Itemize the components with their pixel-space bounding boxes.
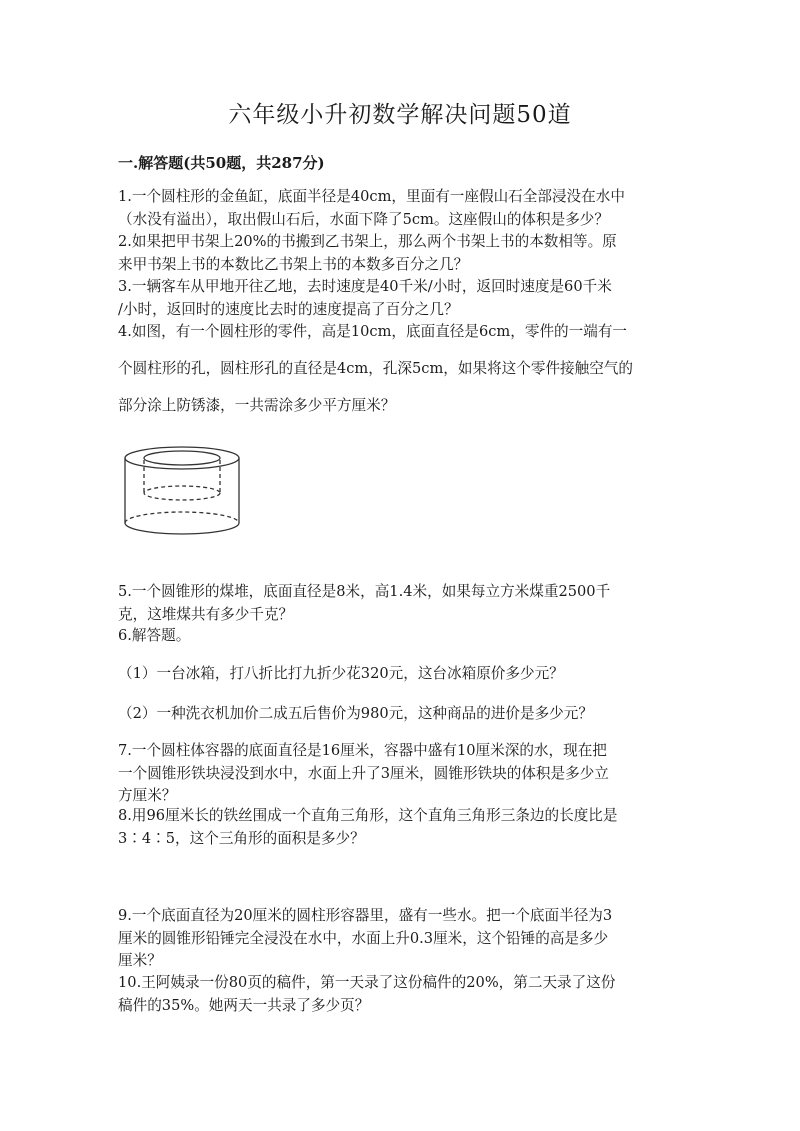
question-8-line-2: 3∶4∶5，这个三角形的面积是多少？ [118,829,365,847]
question-10-line-1: 10.王阿姨录一份80页的稿件，第一天录了这份稿件的20%，第二天录了这份 [118,974,616,991]
question-4-line-1: 4.如图，有一个圆柱形的零件，高是10cm，底面直径是6cm，零件的一端有一 [118,323,628,340]
question-2 [118,231,688,276]
question-9-line-3: 厘米？ [118,952,162,969]
question-4-line-3: 部分涂上防锈漆，一共需涂多少平方厘米？ [118,397,396,414]
question-1-line-1: 1.一个圆柱形的金鱼缸，底面半径是40cm，里面有一座假山石全部浸没在水中 [118,188,625,205]
question-6-part-2-text: （2）一种洗衣机加价二成五后售价为980元，这种商品的进价是多少元？ [118,705,593,722]
question-7-line-2: 一个圆锥形铁块浸没到水中，水面上升了3厘米，圆锥形铁块的体积是多少立 [118,764,609,782]
question-2-line-2: 来甲书架上书的本数比乙书架上书的本数多百分之几？ [118,255,469,273]
question-9-line-1: 9.一个底面直径为20厘米的圆柱形容器里，盛有一些水。把一个底面半径为3 [118,907,613,924]
question-4 [118,313,688,424]
question-5 [118,581,688,626]
question-7-line-1: 7.一个圆柱体容器的底面直径是16厘米，容器中盛有10厘米深的水，现在把 [118,742,607,759]
question-8 [118,805,688,850]
question-8-line-1: 8.用96厘米长的铁丝围成一个直角三角形，这个直角三角形三条边的长度比是 [118,807,618,824]
question-1-line-2: （水没有溢出），取出假山石后，水面下降了5cm。这座假山的体积是多少？ [118,210,609,228]
question-10 [118,972,688,1017]
page-title: 六年级小升初数学解决问题50道 [228,102,572,128]
section-heading: 一.解答题(共50题，共287分) [118,154,325,172]
question-6-text: 6.解答题。 [118,627,191,644]
cylinder-with-hole-figure [120,443,244,539]
question-9 [118,905,688,973]
question-10-line-2: 稿件的35%。她两天一共录了多少页？ [118,996,370,1014]
question-9-line-2: 厘米的圆锥形铅锤完全浸没在水中，水面上升0.3厘米，这个铅锤的高是多少 [118,929,609,947]
question-3-line-1: 3.一辆客车从甲地开往乙地，去时速度是40千米/小时，返回时速度是60千米 [118,278,612,295]
question-7 [118,740,688,808]
question-2-line-1: 2.如果把甲书架上20%的书搬到乙书架上，那么两个书架上书的本数相等。原 [118,233,617,250]
question-4-line-2: 个圆柱形的孔，圆柱形孔的直径是4cm，孔深5cm，如果将这个零件接触空气的 [118,360,634,377]
question-6-part-2 [118,703,688,726]
question-5-line-1: 5.一个圆锥形的煤堆，底面直径是8米，高1.4米，如果每立方米煤重2500千 [118,583,611,600]
question-7-line-3: 方厘米？ [118,787,177,804]
question-5-line-2: 克，这堆煤共有多少千克？ [118,605,294,623]
question-6-part-1-text: （1）一台冰箱，打八折比打九折少花320元，这台冰箱原价多少元？ [118,665,564,682]
question-6 [118,625,688,648]
question-1 [118,186,688,231]
question-3-line-2: /小时，返回时的速度比去时的速度提高了百分之几？ [118,300,459,318]
question-6-part-1 [118,663,688,686]
